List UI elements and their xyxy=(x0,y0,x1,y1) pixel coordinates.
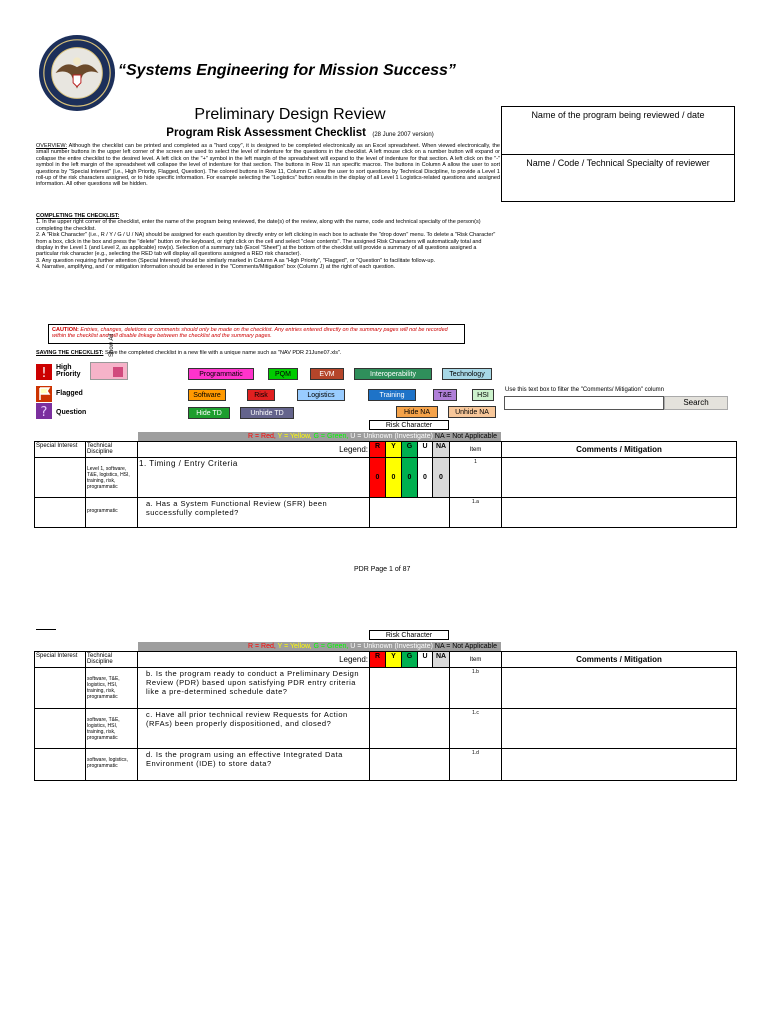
legend-bar xyxy=(138,432,501,441)
unhide-na-button[interactable]: Unhide NA xyxy=(448,406,496,418)
te-button[interactable]: T&E xyxy=(433,389,457,401)
reviewer-field[interactable] xyxy=(502,155,734,203)
comments-cell[interactable] xyxy=(502,458,737,498)
table-row xyxy=(35,458,737,498)
special-interest-cell[interactable] xyxy=(35,749,86,781)
subtitle-text: Program Risk Assessment Checklist xyxy=(166,127,366,139)
page-title: Preliminary Design Review xyxy=(194,106,386,123)
col-r: R xyxy=(370,442,386,458)
step-3: 3. Any question requiring further attention (Special Interest) should be similarly marked in Column A as "High Priority", "Flagged", or "Question" to facilitate follow-up. xyxy=(36,257,436,264)
search-button[interactable]: Search xyxy=(664,396,728,410)
caution-label: CAUTION: xyxy=(52,327,79,333)
page-divider xyxy=(36,629,56,630)
legend-na: NA = Not Applicable xyxy=(434,433,497,440)
col-u: U xyxy=(418,652,433,668)
question-cell: 1. Timing / Entry Criteria xyxy=(138,458,370,498)
question-cell: b. Is the program ready to conduct a Preliminary Design Review (PDR) based upon satisfying PDR entry criteria like a pre-determined schedule date? xyxy=(138,668,370,709)
version-text: (28 June 2007 version) xyxy=(372,132,434,138)
risk-character-header: Risk Character xyxy=(369,630,449,640)
col-g: G xyxy=(402,442,418,458)
show-all-label: Show All xyxy=(109,333,115,357)
programmatic-button[interactable]: Programmatic xyxy=(188,368,254,380)
step-1: 1. In the upper right corner of the checklist, enter the name of the program being reviewed, the date(s) of the review, along with the name, code and technical specialty of the person(s) completing the checklist. xyxy=(36,219,481,232)
hide-td-button[interactable]: Hide TD xyxy=(188,407,230,419)
svg-text:!: ! xyxy=(41,366,47,380)
risk-entry-cell[interactable] xyxy=(370,668,450,709)
comments-cell[interactable] xyxy=(502,498,737,528)
item-cell: 1.a xyxy=(450,498,502,528)
high-priority-icon xyxy=(36,364,52,380)
filter-label: Use this text box to filter the "Comments/ Mitigation" column xyxy=(505,387,664,393)
col-r: R xyxy=(370,652,386,668)
completing-section xyxy=(36,213,500,271)
col-item: Item xyxy=(450,652,502,668)
legend-unknown: U = Unknown (Investigate) xyxy=(350,643,435,650)
saving-note xyxy=(36,350,496,356)
table-row xyxy=(35,709,737,749)
col-legend: Legend: xyxy=(138,442,370,458)
page-subtitle xyxy=(100,127,500,139)
comments-cell[interactable] xyxy=(502,709,737,749)
col-comments: Comments / Mitigation xyxy=(502,652,737,668)
col-y: Y xyxy=(386,652,402,668)
legend-yellow: Y = Yellow, xyxy=(277,643,314,650)
item-cell: 1.b xyxy=(450,668,502,709)
legend-unknown: U = Unknown (Investigate) xyxy=(350,433,435,440)
item-cell: 1.d xyxy=(450,749,502,781)
show-all-swatch xyxy=(113,367,123,377)
legend-green: G = Green, xyxy=(313,433,351,440)
table-header-row xyxy=(35,652,737,668)
logistics-button[interactable]: Logistics xyxy=(297,389,345,401)
legend-yellow: Y = Yellow, xyxy=(277,433,314,440)
special-interest-cell[interactable] xyxy=(35,709,86,749)
legend-red: R = Red, xyxy=(248,433,278,440)
table-row xyxy=(35,668,737,709)
col-technical-discipline: Technical Discipline xyxy=(86,442,138,458)
col-special-interest: Special Interest xyxy=(35,442,86,458)
unhide-td-button[interactable]: Unhide TD xyxy=(240,407,294,419)
col-comments: Comments / Mitigation xyxy=(502,442,737,458)
pqm-button[interactable]: PQM xyxy=(268,368,298,380)
col-special-interest: Special Interest xyxy=(35,652,86,668)
comments-cell[interactable] xyxy=(502,668,737,709)
count-y: 0 xyxy=(386,458,402,498)
count-r: 0 xyxy=(370,458,386,498)
table-header-row xyxy=(35,442,737,458)
col-technical-discipline: Technical Discipline xyxy=(86,652,138,668)
special-interest-cell[interactable] xyxy=(35,498,86,528)
special-interest-cell[interactable] xyxy=(35,458,86,498)
evm-button[interactable]: EVM xyxy=(310,368,344,380)
count-g: 0 xyxy=(402,458,418,498)
overview-text: Although the checklist can be printed and completed as a "hard copy", it is designed to be completed electronically as an Excel spreadsheet. When viewed electronically, the small number buttons in the upper left corner of the screen are used to select the level of indenture for the questions in the checklist. A left mouse click on a number button will expand or collapse the entire checklist to the desired level. A left click on the "+" symbol in the left margin of the spreadsheet will expand to the level of indenture for that section. A left click on the "-" symbol in the left margin of the spreadsheet will collapse the level of indenture for that section. The buttons in Row 11 run specific macros. The buttons in Column A allow the user to sort questions by "Special Interest" (i.e., High Priority, Flagged, Question). The colored buttons in Row 11, Column C allow the user to sort questions by Technical Discipline, to provide a Level 1 roll-up of the risk characters assigned, or to hide specific information. For example selecting the "Logistics" button results in the display of all Level 1 Logistics-related questions and assigned information. All other questions will be hidden. xyxy=(36,143,500,188)
overview-paragraph xyxy=(36,143,500,188)
saving-heading: SAVING THE CHECKLIST: xyxy=(36,350,104,356)
step-4: 4. Narrative, amplifying, and / or mitigation information should be entered in the "Comments/Mitigation" box (Column J) at the right of each question. xyxy=(36,264,396,271)
question-cell: a. Has a System Functional Review (SFR) been successfully completed? xyxy=(138,498,370,528)
checklist-table-page1 xyxy=(34,441,737,528)
count-na: 0 xyxy=(433,458,450,498)
legend-na: NA = Not Applicable xyxy=(434,643,497,650)
page-footer: PDR Page 1 of 87 xyxy=(354,566,411,573)
completing-heading: COMPLETING THE CHECKLIST: xyxy=(36,213,120,219)
col-item: Item xyxy=(450,442,502,458)
col-na: NA xyxy=(433,442,450,458)
checklist-table-page2 xyxy=(34,651,737,781)
software-button[interactable]: Software xyxy=(188,389,226,401)
col-u: U xyxy=(418,442,433,458)
legend-green: G = Green, xyxy=(313,643,351,650)
question-icon xyxy=(36,403,52,419)
step-2: 2. A "Risk Character" (i.e., R / Y / G / U / NA) should be assigned for each question by directly entry or left clicking in each box to activate the "drop down" menu. To delete a "Risk Character" from a box, click in the box and press the "delete" button on the keyboard, or right click on the cell and select "clear contents". The assigned Risk Characters will automatically total and display in the Level 1 (and Level 2, as applicable) row(s). Selection of a summary tab (Excel "Sheet") at the bottom of the checklist will provide a summary of all questions assigned a particular risk character (e.g., selecting the RED tab will display all questions assigned a RED risk character). xyxy=(36,232,496,258)
caution-text: Entries, changes, deletions or comments should only be made on the checklist. Any entries entered directly on the summary pages will not be recorded within the checklist and will disable linkage between the checklist and the summary pages. xyxy=(52,327,448,340)
risk-character-header: Risk Character xyxy=(369,420,449,430)
special-interest-cell[interactable] xyxy=(35,668,86,709)
hide-na-button[interactable]: Hide NA xyxy=(396,406,438,418)
interoperability-button[interactable]: Interoperability xyxy=(354,368,432,380)
program-name-label: Name of the program being reviewed / date xyxy=(531,110,705,120)
saving-text: Save the completed checklist in a new file with a unique name such as "NAV PDR 21June07.xls". xyxy=(103,350,342,356)
svg-text:?: ? xyxy=(40,405,48,419)
table-row xyxy=(35,749,737,781)
table-row xyxy=(35,498,737,528)
reviewer-label: Name / Code / Technical Specialty of reviewer xyxy=(526,158,710,168)
discipline-cell: software, logistics, programmatic xyxy=(86,749,138,781)
legend-red: R = Red, xyxy=(248,643,278,650)
risk-entry-cell[interactable] xyxy=(370,709,450,749)
question-cell: d. Is the program using an effective Integrated Data Environment (IDE) to store data? xyxy=(138,749,370,781)
col-y: Y xyxy=(386,442,402,458)
discipline-cell: software, T&E, logistics, HSI, training, risk, programmatic xyxy=(86,668,138,709)
hsi-button[interactable]: HSI xyxy=(472,389,494,401)
item-cell: 1.c xyxy=(450,709,502,749)
filter-input[interactable] xyxy=(504,396,664,410)
discipline-cell: software, T&E, logistics, HSI, training, risk, programmatic xyxy=(86,709,138,749)
discipline-cell: programmatic xyxy=(86,498,138,528)
flag-icon xyxy=(36,386,52,402)
legend-bar xyxy=(138,642,501,651)
risk-button[interactable]: Risk xyxy=(247,389,275,401)
comments-cell[interactable] xyxy=(502,749,737,781)
program-info-box xyxy=(501,106,735,202)
dod-seal xyxy=(38,34,116,112)
program-name-field[interactable] xyxy=(502,107,734,155)
risk-entry-cell[interactable] xyxy=(370,749,450,781)
col-na: NA xyxy=(433,652,450,668)
item-cell: 1 xyxy=(450,458,502,498)
show-all-button[interactable] xyxy=(90,333,128,380)
high-priority-label: High Priority xyxy=(56,364,81,378)
tagline: “Systems Engineering for Mission Success” xyxy=(118,62,456,79)
overview-heading: OVERVIEW: xyxy=(36,143,67,149)
risk-entry-cell[interactable] xyxy=(370,498,450,528)
col-g: G xyxy=(402,652,418,668)
col-legend: Legend: xyxy=(138,652,370,668)
flagged-label: Flagged xyxy=(56,390,83,397)
count-u: 0 xyxy=(418,458,433,498)
technology-button[interactable]: Technology xyxy=(442,368,492,380)
question-cell: c. Have all prior technical review Requests for Action (RFAs) been properly dispositioned, and closed? xyxy=(138,709,370,749)
training-button[interactable]: Training xyxy=(368,389,416,401)
discipline-cell: Level 1, software, T&E, logistics, HSI, training, risk, programmatic xyxy=(86,458,138,498)
question-label: Question xyxy=(56,409,87,416)
